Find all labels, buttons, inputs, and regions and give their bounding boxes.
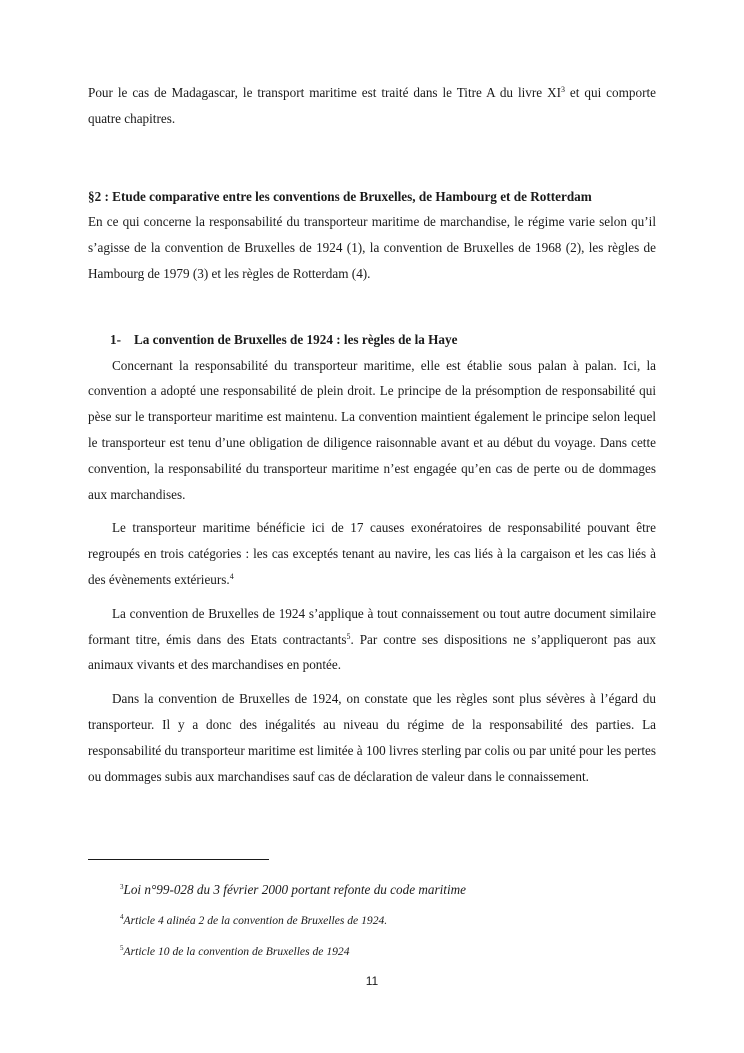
subsection-number: 1-	[110, 331, 121, 347]
footnote-ref-4: 4	[229, 571, 234, 581]
section-paragraph: En ce qui concerne la responsabilité du transporteur maritime de marchandise, le régime varie selon qu’il s’agisse de la convention de Bruxelles de 1924 (1), la convention de Bruxelles de 1968 (2), les règles de Hambourg de 1979 (3) et les règles de Rotterdam (4).	[88, 214, 656, 281]
paragraph-3: La convention de Bruxelles de 1924 s’applique à tout connaissement ou tout autre document similaire formant titre, émis dans des Etats contractants$^5$. Par contre ses dispositions ne s’appliqueront pas aux animaux vivants et des marchandises en pontée.	[88, 605, 657, 673]
paragraph-4: Dans la convention de Bruxelles de 1924, on constate que les règles sont plus sévères à l’égard du transporteur. Il y a donc des inégalités au niveau du régime de la responsabilité des parties. La responsabilité du transporteur maritime est limitée à 100 livres sterling par colis ou par unité pour les pertes ou dommages subis aux marchandises sauf cas de déclaration de valeur dans le connaissement.	[88, 691, 657, 784]
page-body	[88, 80, 656, 789]
subsection-title: La convention de Bruxelles de 1924 : les règles de la Haye	[134, 331, 458, 347]
intro-paragraph: Pour le cas de Madagascar, le transport maritime est traité dans le Titre A du livre $XI^3$ et qui comporte quatre chapitres.	[88, 85, 656, 126]
footnote-ref-3: 3	[560, 85, 565, 94]
paragraph-1: Concernant la responsabilité du transporteur maritime, elle est établie sous palan à palan. Ici, la convention a adopté une responsabilité de plein droit. Le principe de la présomption de responsabilité qui pèse sur le transporteur maritime est maintenu. La convention maintient également le principe selon lequel le transporteur est tenu d’une obligation de diligence raisonnable avant et au début du voyage. Dans cette convention, la responsabilité du transporteur maritime n’est engagée qu’en cas de perte ou de dommages aux marchandises.	[88, 357, 656, 502]
footnote-separator	[88, 859, 269, 860]
page-number: 11	[365, 974, 379, 988]
footnote-3: $^3$Loi n°99-028 du 3 février 2000 portant refonte du code maritime	[120, 882, 466, 897]
paragraph-2: Le transporteur maritime bénéficie ici de 17 causes exonératoires de responsabilité pouvant être regroupés en trois catégories : les cas exceptés tenant au navire, les cas liés à la cargaison et les cas liés à des évènements extérieurs.$^4$	[88, 520, 656, 587]
footnote-ref-5: 5	[346, 631, 351, 641]
footnote-5: $^5$Article 10 de la convention de Bruxelles de 1924	[120, 944, 350, 958]
section-heading: §2 : Etude comparative entre les conventions de Bruxelles, de Hambourg et de Rotterdam	[88, 188, 592, 204]
footnote-4: $^4$Article 4 alinéa 2 de la convention de Bruxelles de 1924.	[120, 913, 388, 927]
subsection-heading	[88, 327, 656, 353]
